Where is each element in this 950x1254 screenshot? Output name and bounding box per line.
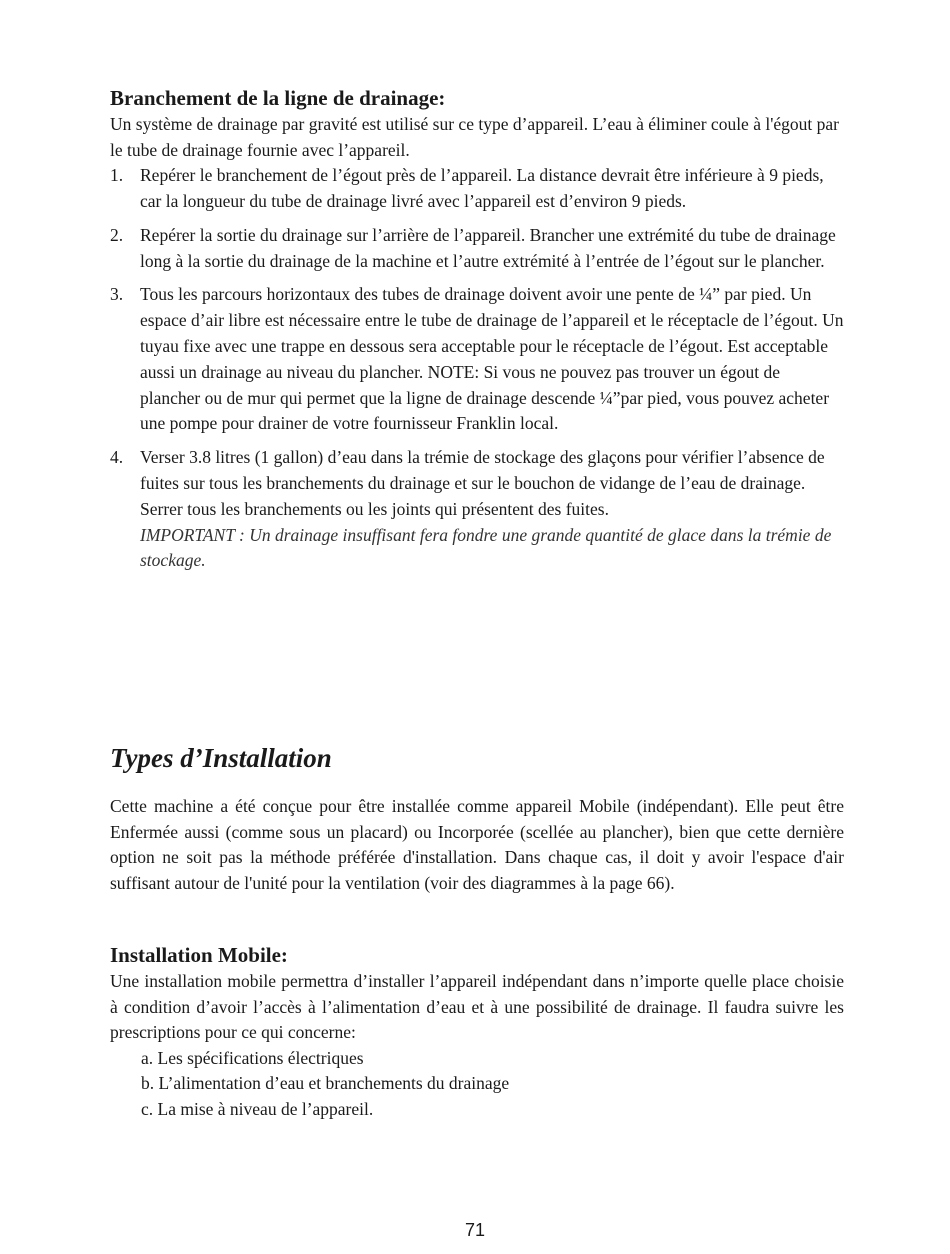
types-title: Types d’Installation (110, 743, 332, 773)
step-text: Verser 3.8 litres (1 gallon) d’eau dans la trémie de stockage des glaçons pour vérifier l’absence de fuites sur tous les branchements du drainage et sur le bouchon de vidange de l’eau de drainage. Serrer tous les branchements ou les joints qui présentent des fuites. (140, 447, 825, 519)
drainage-step (110, 163, 844, 215)
drainage-step (110, 223, 844, 275)
important-note: IMPORTANT : Un drainage insuffisant fera fondre une grande quantité de glace dans la trémie de stockage. (140, 524, 832, 571)
step-number: 3. (110, 284, 124, 305)
drainage-section (110, 84, 844, 574)
types-section (110, 794, 844, 896)
list-item: a. Les spécifications électriques (141, 1047, 364, 1068)
types-body: Cette machine a été conçue pour être installée comme appareil Mobile (indépendant). Elle peut être Enfermée aussi (comme sous un placard) ou Incorporée (scellée au plancher), bien que cette dernière option ne soit pas la méthode préférée d'installation. Dans chaque cas, il doit y avoir l'espace d'air suffisant autour de l'unité pour la ventilation (voir des diagrammes à la page 66). (110, 796, 844, 893)
mobile-list (110, 1046, 844, 1123)
step-number: 2. (110, 224, 124, 245)
drainage-steps (110, 163, 844, 574)
drainage-step (110, 445, 844, 574)
step-number: 1. (110, 165, 124, 186)
list-item: c. La mise à niveau de l’appareil. (141, 1098, 374, 1119)
step-text: Repérer la sortie du drainage sur l’arrière de l’appareil. Brancher une extrémité du tube de drainage long à la sortie du drainage de la machine et l’autre extrémité à l’entrée de l’égout sur le plancher. (140, 224, 836, 271)
step-text: Repérer le branchement de l’égout près de l’appareil. La distance devrait être inférieure à 9 pieds, car la longueur du tube de drainage livré avec l’appareil est d’environ 9 pieds. (140, 165, 824, 211)
step-number: 4. (110, 447, 124, 468)
drainage-heading: Branchement de la ligne de drainage: (110, 86, 446, 110)
drainage-step (110, 282, 844, 437)
mobile-section (110, 969, 844, 1123)
list-item: b. L’alimentation d’eau et branchements du drainage (141, 1073, 510, 1094)
page-number: 71 (464, 1220, 486, 1240)
mobile-body: Une installation mobile permettra d’installer l’appareil indépendant dans n’importe quelle place choisie à condition d’avoir l’accès à l’alimentation d’eau et à une possibilité de drainage. Il faudra suivre les prescriptions pour ce qui concerne: (110, 971, 844, 1043)
drainage-intro: Un système de drainage par gravité est utilisé sur ce type d’appareil. L’eau à éliminer coule à l'égout par le tube de drainage fournie avec l’appareil. (110, 114, 839, 160)
step-text: Tous les parcours horizontaux des tubes de drainage doivent avoir une pente de ¼” par pied. Un espace d’air libre est nécessaire entre le tube de drainage de l’appareil et le réceptacle de l’égout. Un tuyau fixe avec une trappe en dessous sera acceptable pour le réceptacle de l’égout. Est acceptable aussi un drainage au niveau du plancher. NOTE: Si vous ne pouvez pas trouver un égout de plancher ou de mur qui permet que la ligne de drainage descende ¼”par pied, vous pouvez acheter une pompe pour drainer de votre fournisseur Franklin local. (140, 284, 844, 434)
mobile-heading: Installation Mobile: (110, 943, 288, 967)
